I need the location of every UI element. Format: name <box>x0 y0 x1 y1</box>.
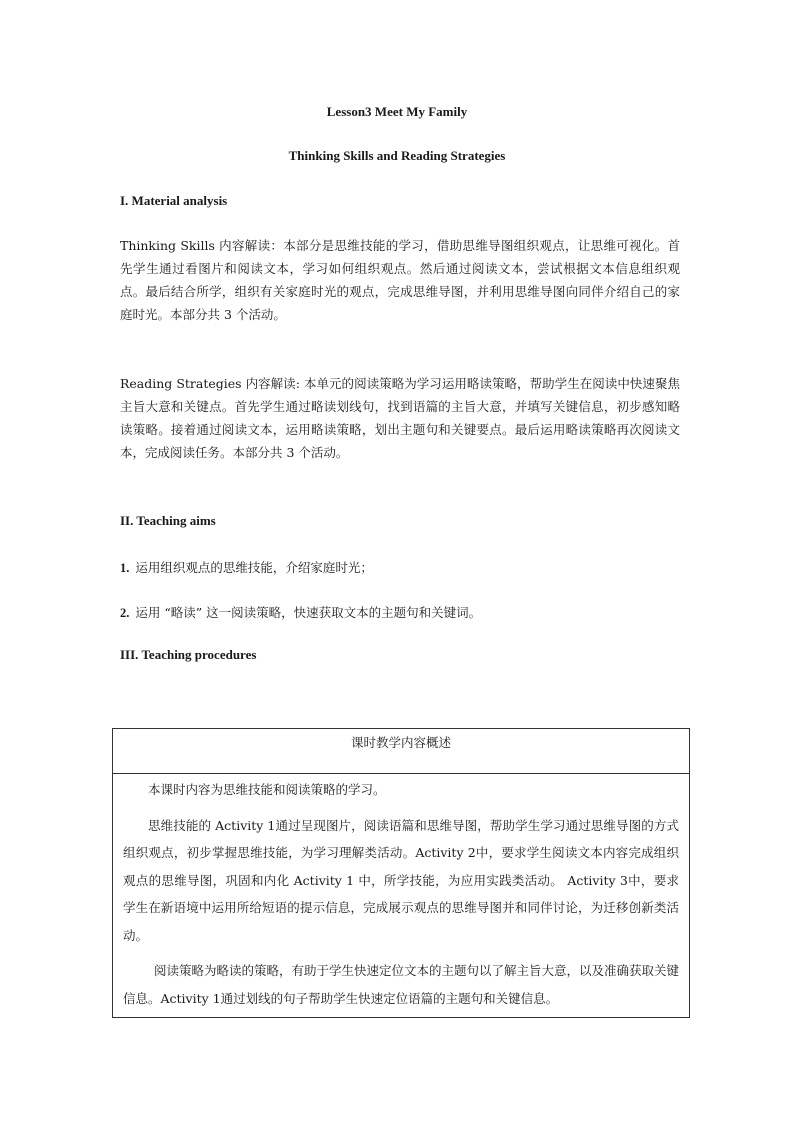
overview-paragraph-3: 阅读策略为略读的策略，有助于学生快速定位文本的主题句以了解主旨大意，以及准确获取关键信息。Activity 1通过划线的句子帮助学生快速定位语篇的主题句和关键信息。 <box>123 963 680 1006</box>
lesson-overview-table <box>112 728 690 1018</box>
teaching-aim-1 <box>120 558 373 576</box>
table-content-cell <box>113 774 689 1012</box>
teaching-aim-2 <box>120 603 481 621</box>
section-heading-material-analysis: I. Material analysis <box>120 193 228 208</box>
section-heading-teaching-aims: II. Teaching aims <box>120 513 216 528</box>
aim-text: 运用组织观点的思维技能，介绍家庭时光； <box>135 560 373 575</box>
table-header: 课时教学内容概述 <box>113 729 689 774</box>
lesson-subtitle: Thinking Skills and Reading Strategies <box>288 148 506 163</box>
aim-number: 2. <box>120 606 130 620</box>
aim-number: 1. <box>120 561 130 575</box>
overview-paragraph-2: 思维技能的 Activity 1通过呈现图片，阅读语篇和思维导图，帮助学生学习通过思维导图的方式组织观点，初步掌握思维技能，为学习理解类活动。Activity 2中，要求学生阅读文本内容完成组织观点的思维导图，巩固和内化 Activity 1 中，所学技能，为应用实践类活动。 Activity 3中，要求学生在新语境中运用所给短语的提示信息，完成展示观点的思维导图并和同伴讨论，为迁移创新类活动。 <box>123 817 679 943</box>
lesson-title: Lesson3 Meet My Family <box>326 104 468 119</box>
reading-strategies-paragraph: Reading Strategies 内容解读: 本单元的阅读策略为学习运用略读策略，帮助学生在阅读中快速聚焦主旨大意和关键点。首先学生通过略读划线句，找到语篇的主旨大意，并填写关键信息，初步感知略读策略。接着通过阅读文本，运用略读策略，划出主题句和关键要点。最后运用略读策略再次阅读文本，完成阅读任务。本部分共 3 个活动。 <box>120 376 680 460</box>
overview-paragraph-1: 本课时内容为思维技能和阅读策略的学习。 <box>148 782 386 797</box>
thinking-skills-paragraph: Thinking Skills 内容解读：本部分是思维技能的学习，借助思维导图组织观点，让思维可视化。首先学生通过看图片和阅读文本，学习如何组织观点。然后通过阅读文本，尝试根据文本信息组织观点。最后结合所学，组织有关家庭时光的观点，完成思维导图，并利用思维导图向同伴介绍自己的家庭时光。本部分共 3 个活动。 <box>120 238 680 322</box>
aim-text: 运用 “略读” 这一阅读策略，快速获取文本的主题句和关键词。 <box>135 605 482 620</box>
section-heading-teaching-procedures: III. Teaching procedures <box>120 647 257 662</box>
